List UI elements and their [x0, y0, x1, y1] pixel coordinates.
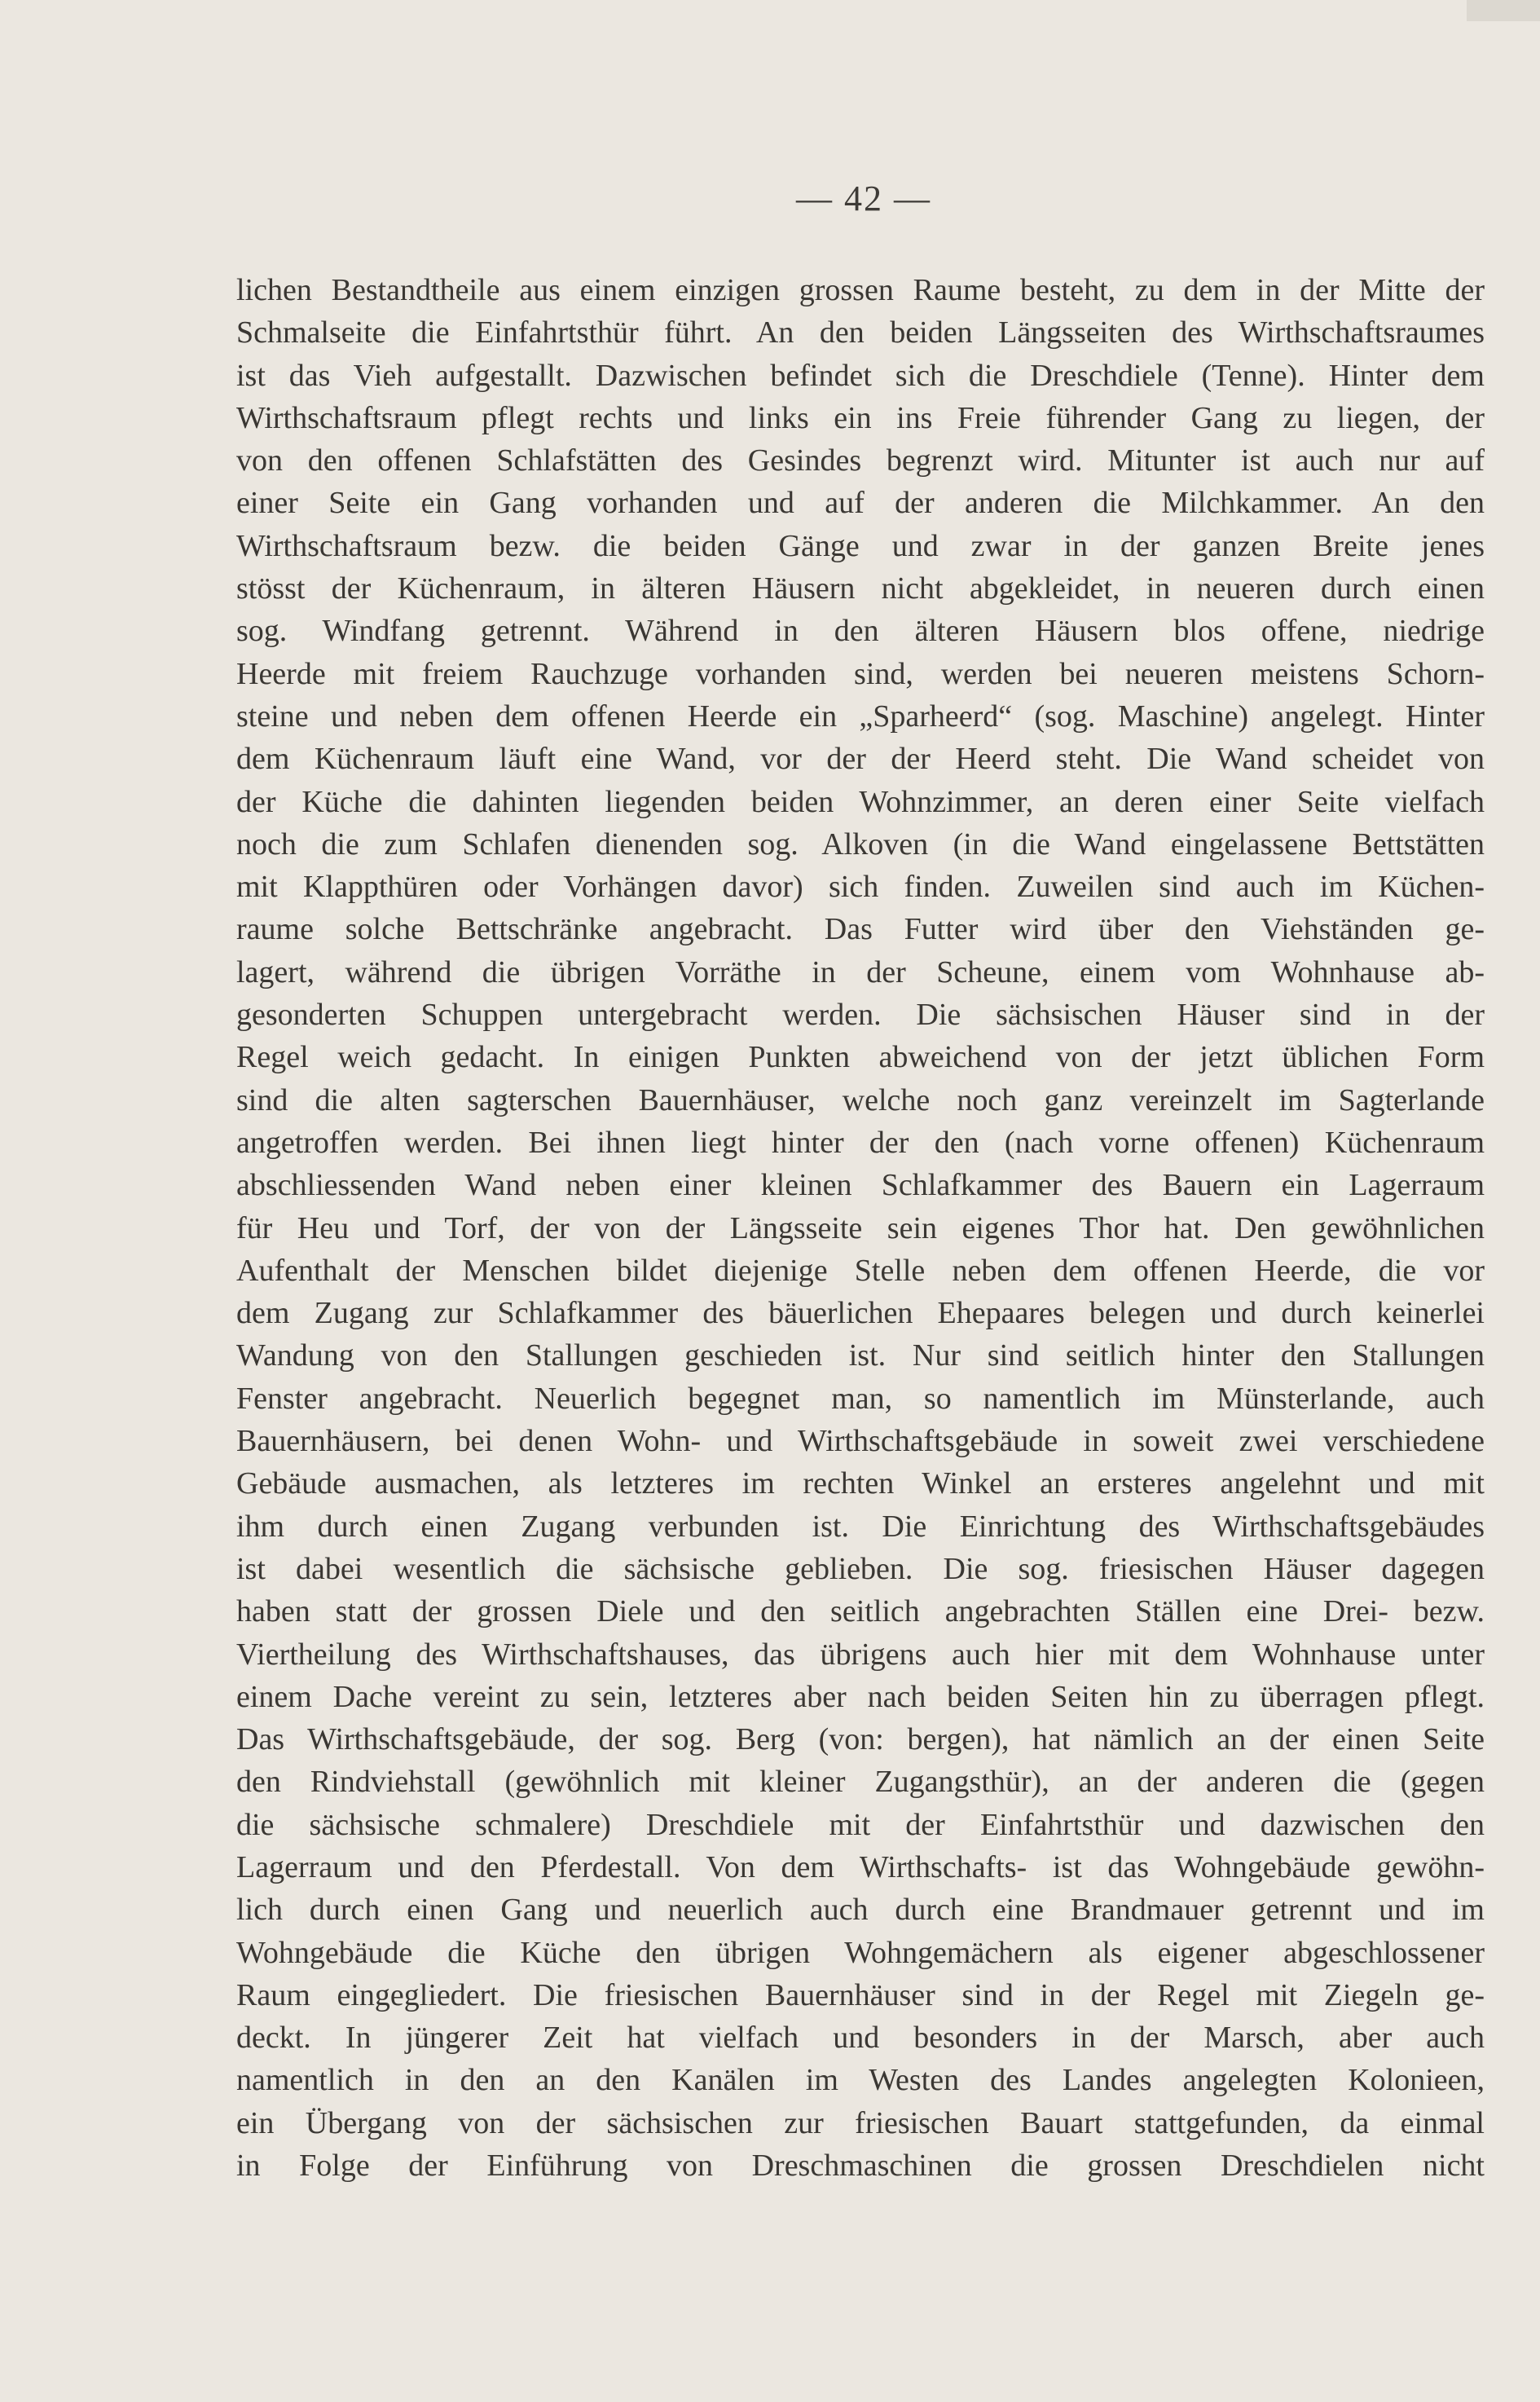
text-line-24: Aufenthalt der Menschen bildet diejenige Stelle neben dem offenen Heerde, die vor: [236, 1253, 1485, 1288]
text-line-10: Heerde mit freiem Rauchzuge vorhanden sind, werden bei neueren meistens Schorn-: [236, 656, 1485, 691]
text-line-36: den Rindviehstall (gewöhnlich mit kleiner Zugangsthür), an der anderen die (gegen: [236, 1765, 1485, 1800]
text-line-30: ihm durch einen Zugang verbunden ist. Die Einrichtung des Wirthschaftsgebäudes: [236, 1509, 1485, 1544]
text-line-32: haben statt der grossen Diele und den seitlich angebrachten Ställen eine Drei- bezw.: [236, 1594, 1485, 1629]
text-line-29: Gebäude ausmachen, als letzteres im rechten Winkel an ersteres angelehnt und mit: [236, 1466, 1485, 1501]
text-line-43: namentlich in den an den Kanälen im Westen des Landes angelegten Kolonieen,: [236, 2063, 1485, 2098]
text-line-37: die sächsische schmalere) Dreschdiele mit der Einfahrtsthür und dazwischen den: [236, 1807, 1485, 1842]
text-line-31: ist dabei wesentlich die sächsische geblieben. Die sog. friesischen Häuser dagegen: [236, 1551, 1485, 1586]
text-line-2: Schmalseite die Einfahrtsthür führt. An den beiden Längsseiten des Wirthschaftsraumes: [236, 315, 1485, 350]
text-line-7: Wirthschaftsraum bezw. die beiden Gänge und zwar in der ganzen Breite jenes: [236, 528, 1485, 563]
text-line-27: Fenster angebracht. Neuerlich begegnet man, so namentlich im Münsterlande, auch: [236, 1381, 1485, 1416]
text-line-35: Das Wirthschaftsgebäude, der sog. Berg (von: bergen), hat nämlich an der einen Seite: [236, 1722, 1485, 1757]
text-line-1: lichen Bestandtheile aus einem einzigen grossen Raume besteht, zu dem in der Mitte der: [236, 273, 1485, 307]
text-line-33: Viertheilung des Wirthschaftshauses, das übrigens auch hier mit dem Wohnhause unter: [236, 1637, 1485, 1672]
text-line-41: Raum eingegliedert. Die friesischen Bauernhäuser sind in der Regel mit Ziegeln ge-: [236, 1977, 1485, 2012]
text-line-26: Wandung von den Stallungen geschieden ist. Nur sind seitlich hinter den Stallungen: [236, 1338, 1485, 1373]
page-corner-shadow: [1467, 0, 1540, 21]
page-number: — 42 —: [796, 178, 931, 218]
text-line-15: mit Klappthüren oder Vorhängen davor) sich finden. Zuweilen sind auch im Küchen-: [236, 870, 1485, 905]
text-line-22: abschliessenden Wand neben einer kleinen Schlafkammer des Bauern ein Lagerraum: [236, 1168, 1485, 1203]
text-line-16: raume solche Bettschränke angebracht. Das Futter wird über den Viehständen ge-: [236, 912, 1485, 947]
text-line-28: Bauernhäusern, bei denen Wohn- und Wirthschaftsgebäude in soweit zwei verschiedene: [236, 1424, 1485, 1459]
text-line-17: lagert, während die übrigen Vorräthe in der Scheune, einem vom Wohnhause ab-: [236, 954, 1485, 989]
text-line-8: stösst der Küchenraum, in älteren Häusern nicht abgekleidet, in neueren durch einen: [236, 571, 1485, 606]
text-line-11: steine und neben dem offenen Heerde ein „Sparheerd“ (sog. Maschine) angelegt. Hinter: [236, 699, 1485, 734]
text-line-21: angetroffen werden. Bei ihnen liegt hinter der den (nach vorne offenen) Küchenraum: [236, 1125, 1485, 1160]
text-line-20: sind die alten sagterschen Bauernhäuser, welche noch ganz vereinzelt im Sagterlande: [236, 1082, 1485, 1117]
text-line-4: Wirthschaftsraum pflegt rechts und links ein ins Freie führender Gang zu liegen, der: [236, 400, 1485, 435]
text-line-3: ist das Vieh aufgestallt. Dazwischen befindet sich die Dreschdiele (Tenne). Hinter dem: [236, 358, 1485, 393]
text-line-9: sog. Windfang getrennt. Während in den älteren Häusern blos offene, niedrige: [236, 614, 1485, 649]
text-line-40: Wohngebäude die Küche den übrigen Wohngemächern als eigener abgeschlossener: [236, 1935, 1485, 1970]
text-line-39: lich durch einen Gang und neuerlich auch durch eine Brandmauer getrennt und im: [236, 1893, 1485, 1928]
body-text: [236, 269, 1485, 2187]
text-line-19: Regel weich gedacht. In einigen Punkten abweichend von der jetzt üblichen Form: [236, 1040, 1485, 1075]
text-line-45: in Folge der Einführung von Dreschmaschinen die grossen Dreschdielen nicht: [236, 2149, 1485, 2184]
text-line-12: dem Küchenraum läuft eine Wand, vor der der Heerd steht. Die Wand scheidet von: [236, 742, 1485, 777]
text-line-34: einem Dache vereint zu sein, letzteres aber nach beiden Seiten hin zu überragen pflegt.: [236, 1679, 1485, 1714]
text-line-25: dem Zugang zur Schlafkammer des bäuerlichen Ehepaares belegen und durch keinerlei: [236, 1296, 1485, 1331]
text-line-5: von den offenen Schlafstätten des Gesindes begrenzt wird. Mitunter ist auch nur auf: [236, 443, 1485, 478]
text-line-14: noch die zum Schlafen dienenden sog. Alkoven (in die Wand eingelassene Bettstätten: [236, 826, 1485, 862]
text-line-23: für Heu und Torf, der von der Längsseite sein eigenes Thor hat. Den gewöhnlichen: [236, 1210, 1485, 1245]
text-line-38: Lagerraum und den Pferdestall. Von dem Wirthschafts- ist das Wohngebäude gewöhn-: [236, 1849, 1485, 1884]
text-line-42: deckt. In jüngerer Zeit hat vielfach und besonders in der Marsch, aber auch: [236, 2021, 1485, 2056]
text-line-44: ein Übergang von der sächsischen zur friesischen Bauart stattgefunden, da einmal: [236, 2105, 1485, 2140]
text-line-18: gesonderten Schuppen untergebracht werden. Die sächsischen Häuser sind in der: [236, 998, 1485, 1033]
text-line-6: einer Seite ein Gang vorhanden und auf der anderen die Milchkammer. An den: [236, 486, 1485, 521]
text-line-13: der Küche die dahinten liegenden beiden Wohnzimmer, an deren einer Seite vielfach: [236, 784, 1485, 819]
